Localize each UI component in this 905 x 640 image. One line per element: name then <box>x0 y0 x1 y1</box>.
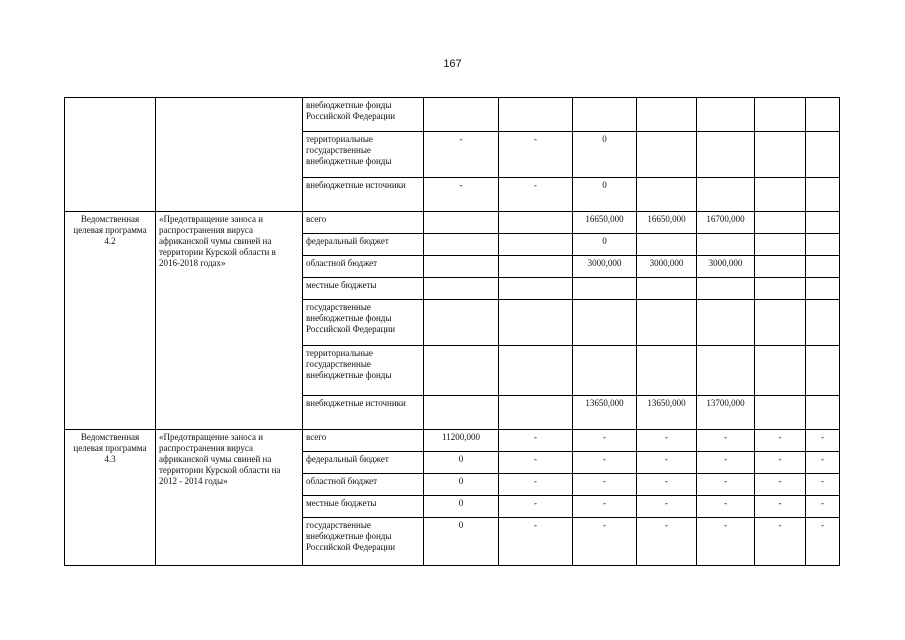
value-cell: - <box>499 518 573 566</box>
value-cell: - <box>573 496 637 518</box>
value-cell: - <box>499 496 573 518</box>
value-cell <box>637 98 697 132</box>
value-cell <box>697 132 755 178</box>
value-cell: - <box>499 474 573 496</box>
value-cell <box>573 346 637 396</box>
value-cell: - <box>806 496 840 518</box>
value-cell <box>424 256 499 278</box>
funding-source-cell: всего <box>303 430 424 452</box>
funding-source-cell: федеральный бюджет <box>303 452 424 474</box>
value-cell <box>806 396 840 430</box>
table-row <box>65 98 840 132</box>
value-cell: - <box>424 178 499 212</box>
value-cell <box>697 178 755 212</box>
value-cell: - <box>573 518 637 566</box>
value-cell <box>499 346 573 396</box>
value-cell <box>637 300 697 346</box>
value-cell <box>755 300 806 346</box>
funding-source-cell: областной бюджет <box>303 256 424 278</box>
value-cell: 0 <box>573 178 637 212</box>
program-title-cell: «Предотвращение заноса и распространения вируса африканской чумы свиней на территории Курской области на 2012 - 2014 годы» <box>156 430 303 566</box>
value-cell: - <box>637 430 697 452</box>
funding-source-cell: территориальные государственные внебюджетные фонды <box>303 346 424 396</box>
value-cell <box>424 212 499 234</box>
value-cell: - <box>637 474 697 496</box>
value-cell <box>424 278 499 300</box>
program-title-cell <box>156 98 303 212</box>
value-cell: 0 <box>424 496 499 518</box>
value-cell <box>806 178 840 212</box>
value-cell: - <box>637 452 697 474</box>
value-cell: 13650,000 <box>637 396 697 430</box>
value-cell <box>697 234 755 256</box>
table-row <box>65 212 840 234</box>
value-cell <box>806 346 840 396</box>
value-cell <box>755 212 806 234</box>
value-cell: - <box>499 178 573 212</box>
value-cell: 11200,000 <box>424 430 499 452</box>
value-cell: 16650,000 <box>637 212 697 234</box>
value-cell: - <box>755 518 806 566</box>
value-cell <box>637 278 697 300</box>
value-cell <box>499 396 573 430</box>
value-cell: 0 <box>573 234 637 256</box>
value-cell: 0 <box>424 474 499 496</box>
value-cell: - <box>573 474 637 496</box>
value-cell: - <box>637 496 697 518</box>
value-cell <box>499 212 573 234</box>
value-cell <box>424 300 499 346</box>
funding-source-cell: внебюджетные фонды Российской Федерации <box>303 98 424 132</box>
value-cell: - <box>637 518 697 566</box>
value-cell <box>755 396 806 430</box>
funding-source-cell: территориальные государственные внебюджетные фонды <box>303 132 424 178</box>
value-cell: 3000,000 <box>697 256 755 278</box>
funding-source-cell: областной бюджет <box>303 474 424 496</box>
value-cell <box>637 234 697 256</box>
value-cell <box>499 256 573 278</box>
value-cell <box>573 278 637 300</box>
value-cell: - <box>806 518 840 566</box>
value-cell <box>755 98 806 132</box>
value-cell: - <box>755 474 806 496</box>
value-cell: 16650,000 <box>573 212 637 234</box>
value-cell: - <box>806 474 840 496</box>
funding-table <box>64 97 840 566</box>
value-cell <box>424 98 499 132</box>
funding-source-cell: государственные внебюджетные фонды Российской Федерации <box>303 518 424 566</box>
value-cell <box>806 98 840 132</box>
value-cell <box>637 346 697 396</box>
value-cell <box>806 256 840 278</box>
value-cell: 16700,000 <box>697 212 755 234</box>
value-cell <box>806 132 840 178</box>
value-cell <box>806 300 840 346</box>
funding-source-cell: внебюджетные источники <box>303 396 424 430</box>
funding-source-cell: местные бюджеты <box>303 496 424 518</box>
page-number: 167 <box>443 58 462 70</box>
table-row <box>65 430 840 452</box>
program-name-cell: Ведомственная целевая программа 4.3 <box>65 430 156 566</box>
value-cell: - <box>697 452 755 474</box>
program-title-cell: «Предотвращение заноса и распространения вируса африканской чумы свиней на территории Курской области в 2016-2018 годах» <box>156 212 303 430</box>
value-cell: - <box>755 496 806 518</box>
value-cell: - <box>424 132 499 178</box>
value-cell: - <box>697 430 755 452</box>
value-cell: 0 <box>424 452 499 474</box>
value-cell <box>755 178 806 212</box>
value-cell <box>499 234 573 256</box>
value-cell <box>637 132 697 178</box>
value-cell <box>499 98 573 132</box>
value-cell: - <box>755 452 806 474</box>
value-cell: 0 <box>424 518 499 566</box>
value-cell <box>697 346 755 396</box>
value-cell <box>499 278 573 300</box>
value-cell: - <box>697 518 755 566</box>
value-cell: 3000,000 <box>637 256 697 278</box>
program-name-cell: Ведомственная целевая программа 4.2 <box>65 212 156 430</box>
value-cell: - <box>499 132 573 178</box>
value-cell: - <box>499 430 573 452</box>
value-cell <box>697 98 755 132</box>
program-name-cell <box>65 98 156 212</box>
value-cell <box>424 396 499 430</box>
value-cell: - <box>697 474 755 496</box>
value-cell <box>755 132 806 178</box>
value-cell: 3000,000 <box>573 256 637 278</box>
value-cell: - <box>573 452 637 474</box>
value-cell <box>755 278 806 300</box>
value-cell <box>697 278 755 300</box>
value-cell <box>755 256 806 278</box>
value-cell: - <box>806 430 840 452</box>
value-cell <box>499 300 573 346</box>
value-cell <box>573 300 637 346</box>
value-cell: - <box>499 452 573 474</box>
value-cell <box>755 346 806 396</box>
value-cell: - <box>697 496 755 518</box>
value-cell <box>573 98 637 132</box>
value-cell <box>806 234 840 256</box>
value-cell <box>806 212 840 234</box>
value-cell <box>424 346 499 396</box>
value-cell: 0 <box>573 132 637 178</box>
value-cell <box>697 300 755 346</box>
value-cell <box>424 234 499 256</box>
value-cell <box>806 278 840 300</box>
value-cell: 13700,000 <box>697 396 755 430</box>
value-cell <box>637 178 697 212</box>
funding-source-cell: местные бюджеты <box>303 278 424 300</box>
value-cell: - <box>573 430 637 452</box>
value-cell: 13650,000 <box>573 396 637 430</box>
funding-source-cell: всего <box>303 212 424 234</box>
value-cell: - <box>755 430 806 452</box>
funding-source-cell: государственные внебюджетные фонды Российской Федерации <box>303 300 424 346</box>
value-cell <box>755 234 806 256</box>
funding-source-cell: внебюджетные источники <box>303 178 424 212</box>
funding-source-cell: федеральный бюджет <box>303 234 424 256</box>
value-cell: - <box>806 452 840 474</box>
